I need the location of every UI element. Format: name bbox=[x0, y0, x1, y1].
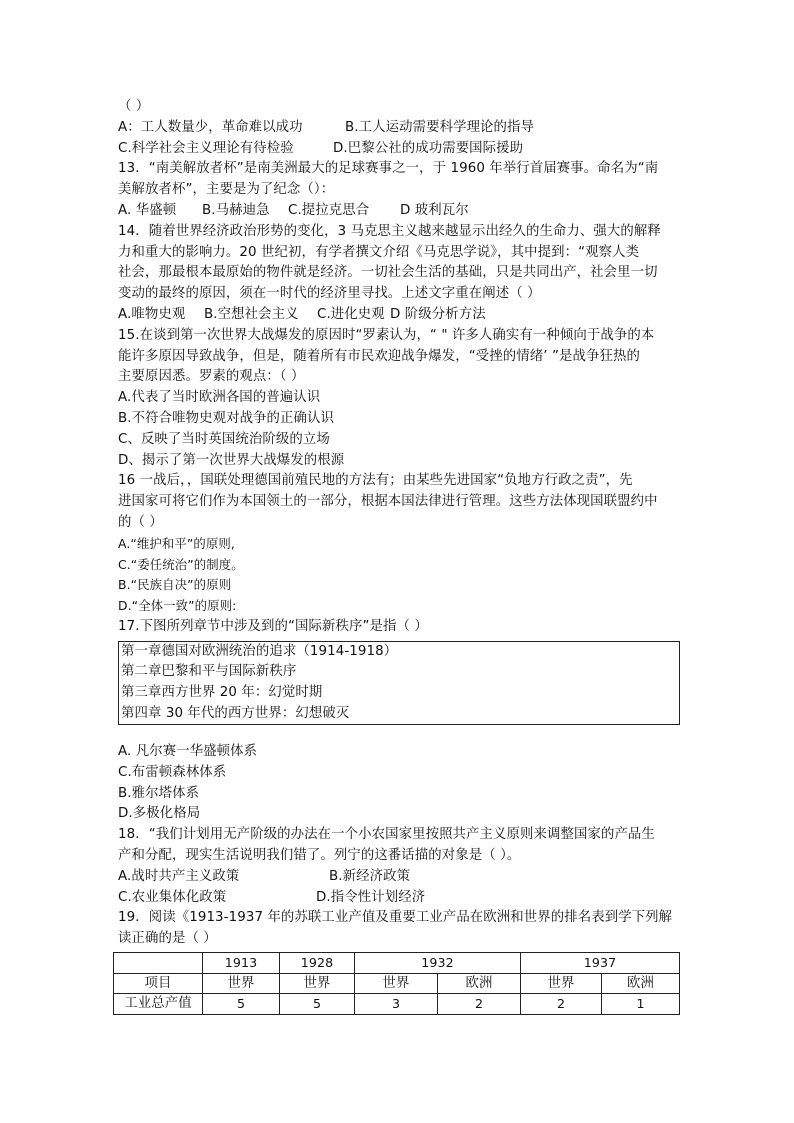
q17-option-a[interactable]: A. 凡尔赛一华盛顿体系 bbox=[118, 744, 258, 760]
item-header: 项目 bbox=[114, 973, 203, 994]
q14-option-c[interactable]: C.进化史观 bbox=[317, 306, 385, 322]
q13-option-c[interactable]: C.提拉克思合 bbox=[288, 202, 370, 218]
table-cell: 2 bbox=[521, 994, 602, 1015]
q14-option-a[interactable]: A.唯物史观 bbox=[118, 306, 186, 322]
q14-stem-line1: 14．随着世界经济政治形势的变化，3 马克思主义越来越显示出经久的生命力、强大的解释 bbox=[118, 223, 661, 239]
q14-option-d[interactable]: D 阶级分析方法 bbox=[390, 306, 486, 322]
region-header: 欧洲 bbox=[602, 973, 680, 994]
region-header: 世界 bbox=[355, 973, 438, 994]
region-header: 世界 bbox=[203, 973, 280, 994]
q13-option-d[interactable]: D 玻利瓦尔 bbox=[400, 202, 469, 218]
table-cell: 5 bbox=[203, 994, 280, 1015]
table-header-years bbox=[114, 953, 680, 974]
q14-stem-line4: 变动的最终的原因，须在一时代的经济里寻找。上述文字重在阐述（ ） bbox=[118, 286, 541, 302]
q13-option-a[interactable]: A. 华盛顿 bbox=[118, 202, 177, 218]
q15-option-d[interactable]: D、揭示了第一次世界大战爆发的根源 bbox=[118, 452, 345, 468]
q12-options-row1 bbox=[118, 118, 680, 139]
q16-stem-line2: 进国家可将它们作为本国领土的一部分，根据本国法律进行管理。这些方法体现国联盟约中 bbox=[118, 494, 658, 510]
q16-stem-line3: 的（ ） bbox=[118, 514, 163, 530]
year-header: 1937 bbox=[521, 953, 680, 974]
table-cell: 2 bbox=[438, 994, 521, 1015]
q17-chapter-4: 第四章 30 年代的西方世界：幻想破灭 bbox=[121, 705, 350, 721]
q19-stem-line1: 19．阅读《1913-1937 年的苏联工业产值及重要工业产品在欧洲和世界的排名表到学下列解 bbox=[118, 910, 673, 926]
q15-option-a[interactable]: A.代表了当时欧洲各国的普遍认识 bbox=[118, 390, 321, 406]
q18-stem-line1: 18．“我们计划用无产阶级的办法在一个小农国家里按照共产主义原则来调整国家的产品生 bbox=[118, 827, 655, 843]
row-label: 工业总产值 bbox=[114, 994, 203, 1015]
exam-page bbox=[118, 97, 680, 1015]
q19-production-table bbox=[113, 952, 680, 1015]
q13-option-b[interactable]: B.马赫迪急 bbox=[202, 202, 270, 218]
table-header-regions bbox=[114, 973, 680, 994]
q13-stem-line2: 美解放者杯”，主要是为了纪念（）： bbox=[118, 182, 335, 198]
q12-option-c[interactable]: C.科学社会主义理论有待检验 bbox=[118, 140, 294, 156]
q18-stem-line2: 产和分配，现实生活说明我们错了。列宁的这番话描的对象是（ ）。 bbox=[118, 848, 521, 864]
table-corner-cell bbox=[114, 953, 203, 974]
q14-options bbox=[118, 305, 680, 326]
q14-stem-line3: 社会，那最根本最原始的物件就是经济。一切社会生活的基础，只是共同出产，社会里一切 bbox=[118, 265, 658, 281]
q17-stem: 17.下图所列章节中涉及到的“国际新秩序”是指（ ） bbox=[118, 618, 428, 634]
year-header: 1932 bbox=[355, 953, 521, 974]
table-cell: 1 bbox=[602, 994, 680, 1015]
q17-option-d[interactable]: D.多极化格局 bbox=[118, 806, 201, 822]
year-header: 1913 bbox=[203, 953, 280, 974]
q13-stem-line1: 13．“南美解放者杯”是南美洲最大的足球赛事之一，于 1960 年举行首届赛事。命名为“南 bbox=[118, 161, 659, 177]
region-header: 欧洲 bbox=[438, 973, 521, 994]
q14-stem-line2: 力和重大的影响力。20 世纪初，有学者撰文介绍《马克思学说》，其中提到：“观察人类 bbox=[118, 244, 640, 260]
q18-options-row1 bbox=[118, 867, 680, 888]
year-header: 1928 bbox=[280, 953, 355, 974]
q16-option-a[interactable]: A.“维护和平”的原则, bbox=[118, 535, 235, 551]
q15-stem-line2: 能许多原因导致战争，但是，随着所有市民欢迎战争爆发，“受挫的情绪’ ”是战争狂热的 bbox=[118, 348, 640, 364]
q17-chapter-2: 第二章巴黎和平与国际新秩序 bbox=[121, 664, 297, 680]
q17-chapter-box bbox=[118, 641, 680, 725]
q12-paren: （ ） bbox=[118, 99, 150, 114]
q17-option-c[interactable]: C.布雷顿森林体系 bbox=[118, 764, 227, 780]
q16-option-d[interactable]: D.“全体一致”的原则: bbox=[118, 598, 237, 614]
q19-stem-line2: 读正确的是（ ） bbox=[118, 931, 217, 947]
q18-option-a[interactable]: A.战时共产主义政策 bbox=[118, 868, 240, 884]
q16-option-b[interactable]: B.“民族自决”的原则 bbox=[118, 577, 232, 593]
q12-option-d[interactable]: D.巴黎公社的成功需要国际援助 bbox=[333, 140, 524, 156]
q14-option-b[interactable]: B.空想社会主义 bbox=[204, 306, 299, 322]
q18-option-d[interactable]: D.指令性计划经济 bbox=[316, 889, 426, 905]
q18-options-row2 bbox=[118, 888, 680, 909]
q18-option-b[interactable]: B.新经济政策 bbox=[329, 868, 411, 884]
q18-option-c[interactable]: C.农业集体化政策 bbox=[118, 889, 227, 905]
region-header: 世界 bbox=[280, 973, 355, 994]
q13-options bbox=[118, 201, 680, 222]
q12-option-a[interactable]: A：工人数量少，革命难以成功 bbox=[118, 119, 303, 135]
q17-chapter-3: 第三章西方世界 20 年：幻觉时期 bbox=[121, 684, 323, 700]
q16-option-c[interactable]: C.“委任统治”的制度。 bbox=[118, 556, 244, 572]
q15-stem-line3: 主要原因悉。罗素的观点：（ ） bbox=[118, 369, 305, 385]
q12-options-row2 bbox=[118, 139, 680, 160]
table-cell: 3 bbox=[355, 994, 438, 1015]
q15-option-b[interactable]: B.不符合唯物史观对战争的正确认识 bbox=[118, 410, 335, 426]
region-header: 世界 bbox=[521, 973, 602, 994]
table-row bbox=[114, 994, 680, 1015]
q16-stem-line1: 16 一战后，，国联处理德国前殖民地的方法有；由某些先进国家“负地方行政之责”，先 bbox=[118, 473, 633, 489]
table-cell: 5 bbox=[280, 994, 355, 1015]
q17-chapter-1: 第一章德国对欧洲统治的追求（1914-1918） bbox=[121, 643, 398, 659]
spacer bbox=[118, 725, 680, 742]
q15-stem-line1: 15.在谈到第一次世界大战爆发的原因时“罗素认为，“ " 许多人确实有一种倾向于战争的本 bbox=[118, 327, 655, 343]
q15-option-c[interactable]: C、反映了当时英国统治阶级的立场 bbox=[118, 431, 330, 447]
q12-option-b[interactable]: B.工人运动需要科学理论的指导 bbox=[345, 119, 535, 135]
q17-option-b[interactable]: B.雅尔塔体系 bbox=[118, 785, 200, 801]
